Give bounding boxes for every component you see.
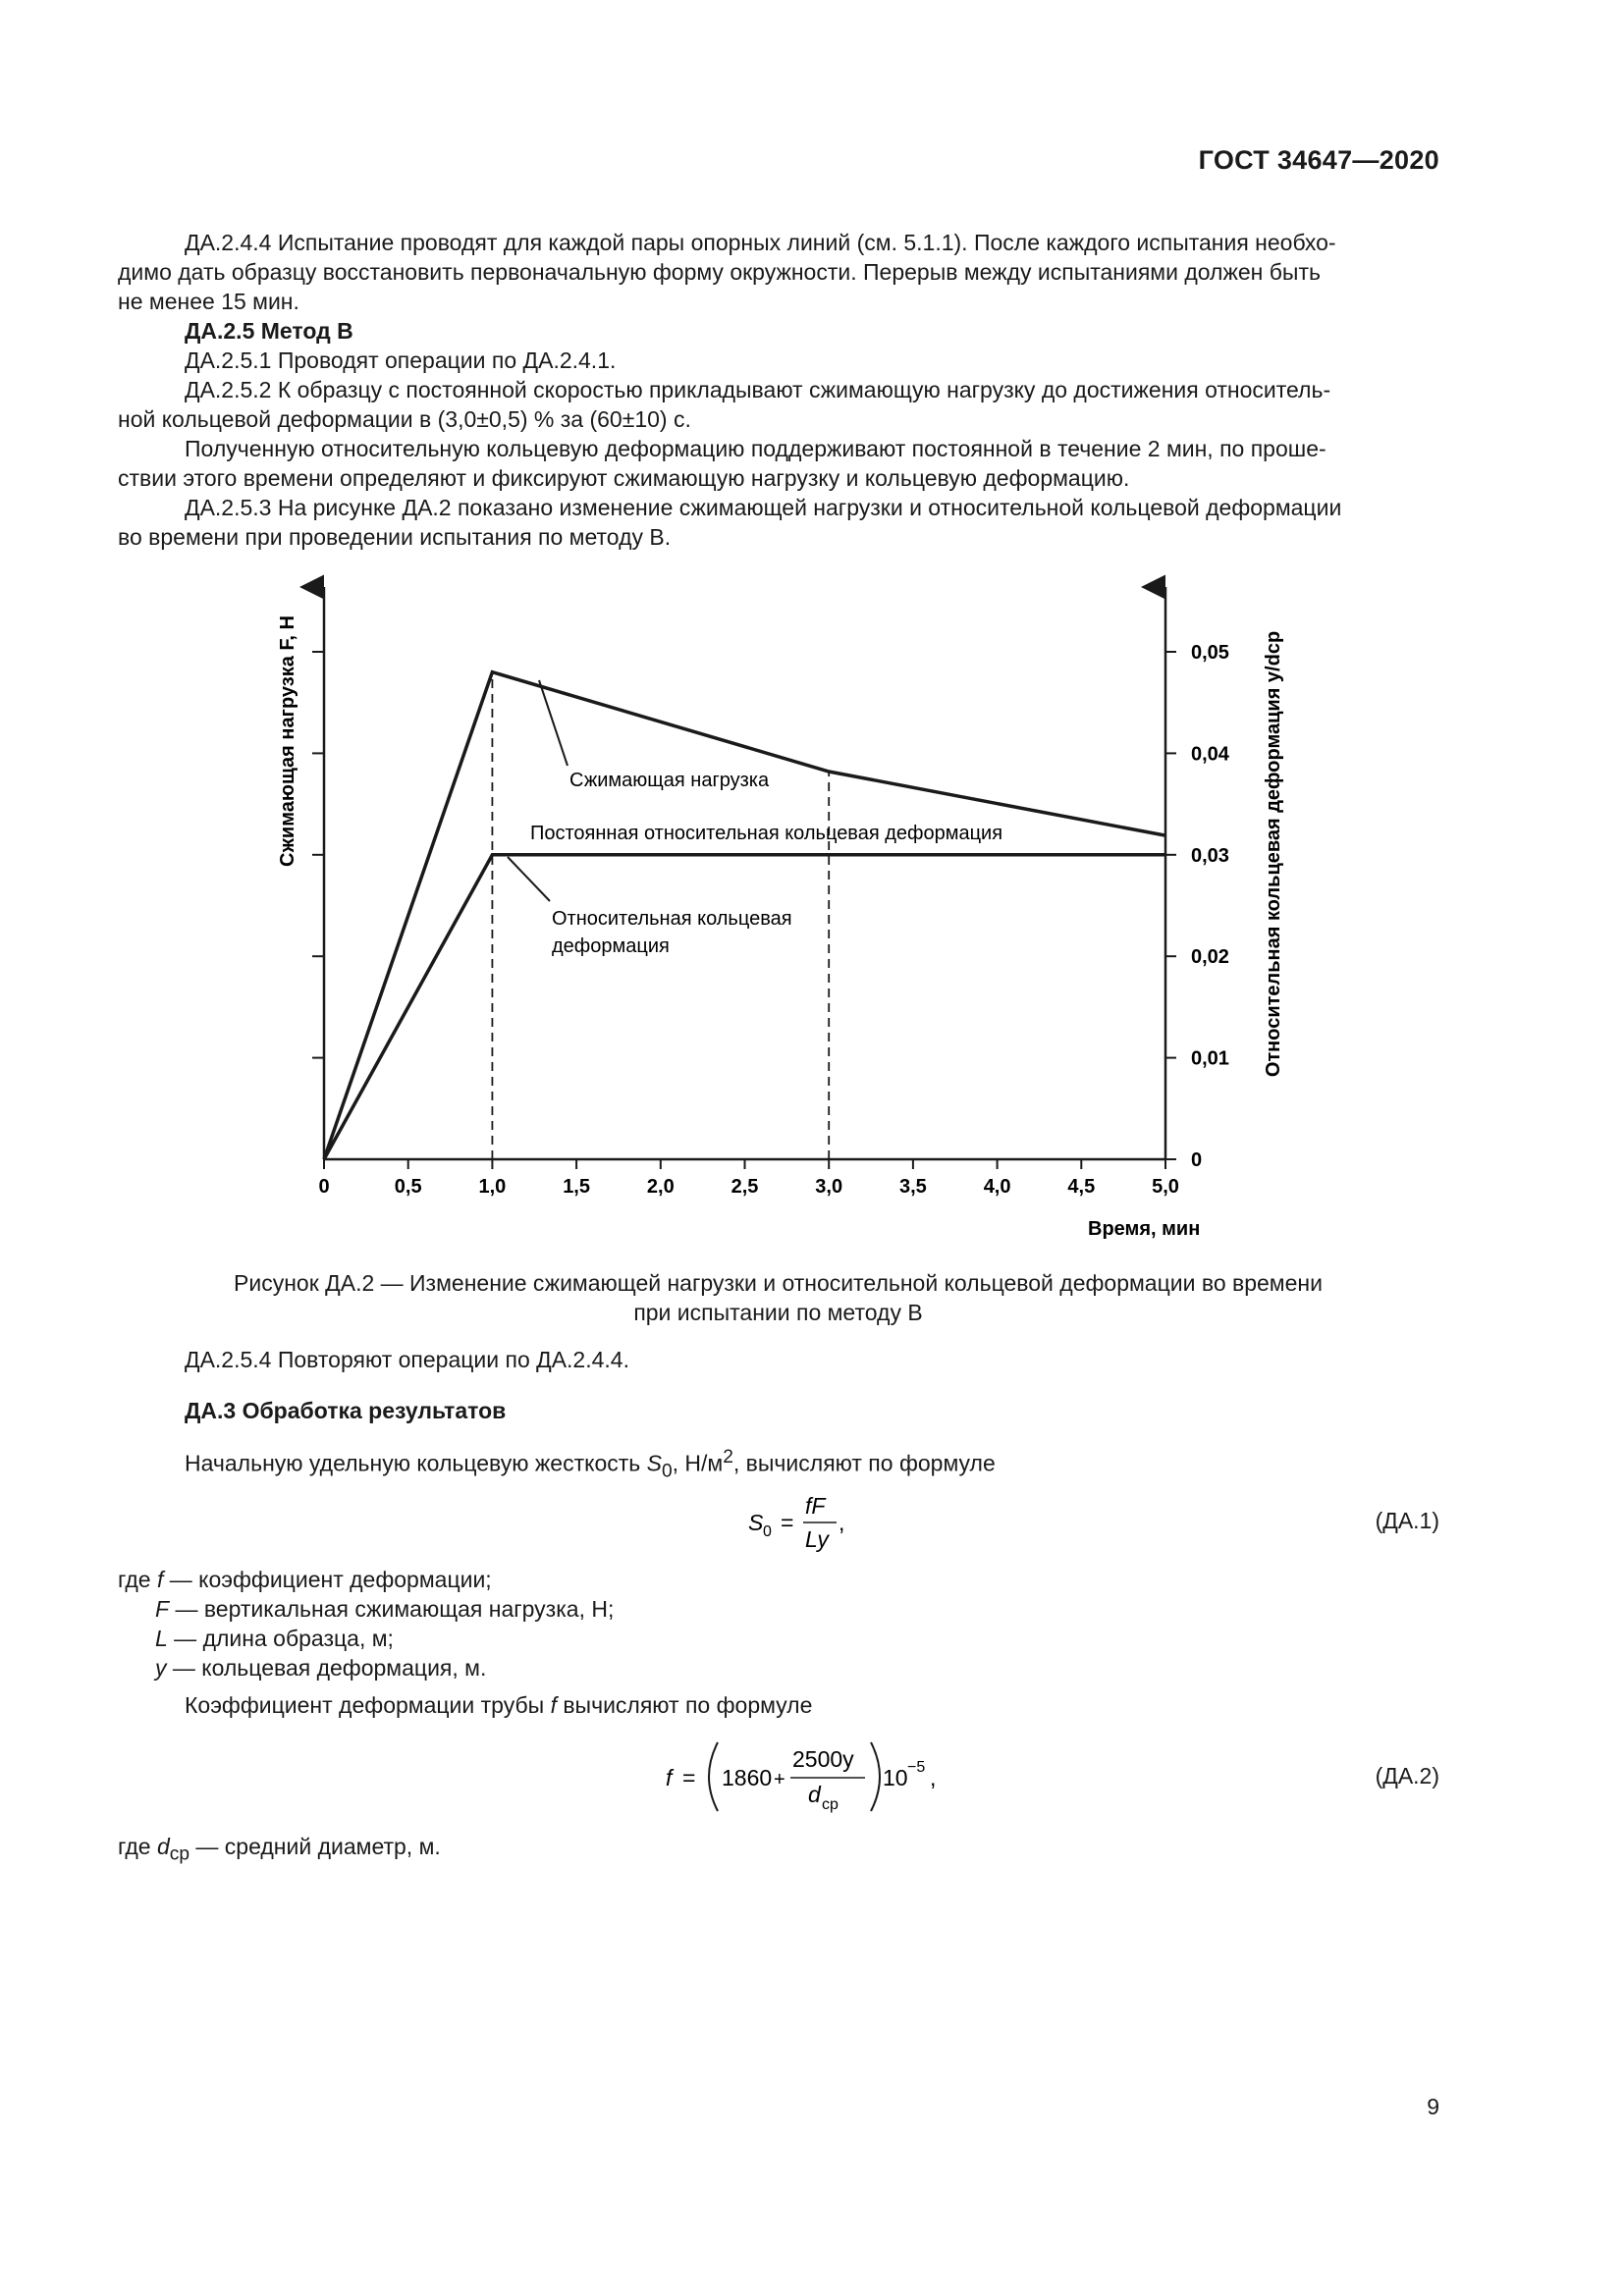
annotation-strain-line2: деформация: [552, 935, 670, 957]
formula-da1-lhs: S: [748, 1510, 764, 1535]
formula-da1-denominator: Ly: [805, 1526, 829, 1552]
annotation-strain-line1: Относительная кольцевая: [552, 908, 792, 930]
legend-da1: [118, 1565, 1438, 1682]
formula-da1-eq: =: [781, 1510, 794, 1535]
figure-da2-chart: [255, 574, 1316, 1261]
s0-symbol: S: [646, 1450, 662, 1476]
legend-F: [118, 1594, 1438, 1624]
s0-intro-text: Начальную удельную кольцевую жесткость: [185, 1450, 647, 1476]
y-right-tick-label: 0,03: [1191, 844, 1229, 867]
y-left-axis-ticks: [312, 652, 324, 1058]
formula-da2-label: (ДА.2): [1375, 1763, 1439, 1789]
y-right-tick-label: 0,05: [1191, 642, 1229, 664]
formula-da2-factor: 10: [883, 1765, 908, 1790]
legend-dcp: [118, 1832, 1438, 1870]
heading-da25: ДА.2.5 Метод В: [185, 318, 353, 344]
text-block-processing: [118, 1345, 1438, 1374]
x-axis-ticks: [318, 1159, 1178, 1198]
x-tick-label: 4,0: [983, 1176, 1011, 1198]
legend-L-text: — длина образца, м;: [167, 1626, 394, 1651]
paragraph-da252b-line1: Полученную относительную кольцевую деформацию поддерживают постоянной в течение 2 мин, по проше-: [185, 436, 1326, 461]
legend-dcp-sub: ср: [169, 1843, 189, 1865]
y-right-axis-ticks: [1165, 642, 1230, 1171]
paragraph-s0-intro: [118, 1443, 1438, 1486]
paragraph-da252-line1: ДА.2.5.2 К образцу с постоянной скоростью прикладывают сжимающую нагрузку до достижения относитель-: [185, 377, 1331, 402]
x-tick-label: 3,0: [815, 1176, 843, 1198]
formula-da2-tail: ,: [930, 1765, 937, 1790]
legend-L-symbol: L: [155, 1626, 168, 1651]
figure-caption-line1: Рисунок ДА.2 — Изменение сжимающей нагрузки и относительной кольцевой деформации во времени: [234, 1270, 1323, 1296]
y-right-axis-title: Относительная кольцевая деформация y/dср: [1263, 630, 1284, 1078]
x-tick-label: 0,5: [394, 1176, 422, 1198]
formula-da2-left-paren: [709, 1742, 718, 1811]
f-intro-tail: вычисляют по формуле: [556, 1692, 813, 1718]
legend-f-symbol: f: [156, 1567, 164, 1592]
x-tick-label: 1,0: [478, 1176, 507, 1198]
section-da3: [118, 1396, 1438, 1425]
paragraph-da253-line2: во времени при проведении испытания по методу В.: [118, 524, 672, 550]
formula-da1: [746, 1487, 884, 1562]
legend-f: [118, 1565, 1438, 1594]
x-axis-title: Время, мин: [1088, 1218, 1201, 1240]
formula-da2-den-symbol: d: [808, 1782, 821, 1807]
paragraph-da251: ДА.2.5.1 Проводят операции по ДА.2.4.1.: [185, 347, 617, 373]
legend-y-symbol: y: [155, 1655, 167, 1681]
paragraph-da244-line2: димо дать образцу восстановить первоначальную форму окружности. Перерыв между испытаниями должен быть: [118, 259, 1321, 285]
chart-axes: [324, 587, 1165, 1159]
x-tick-label: 0: [318, 1176, 330, 1198]
formula-da2-eq: =: [682, 1765, 696, 1790]
legend-L: [118, 1624, 1438, 1653]
paragraph-da244-line3: не менее 15 мин.: [118, 289, 299, 314]
formula-da1-expression: [746, 1487, 884, 1556]
paragraph-da252b-line2: ствии этого времени определяют и фиксируют сжимающую нагрузку и кольцевую деформацию.: [118, 465, 1130, 491]
formula-da2-right-paren: [871, 1742, 880, 1811]
standard-number: ГОСТ 34647—2020: [1198, 145, 1439, 175]
paragraph-da244-line1: ДА.2.4.4 Испытание проводят для каждой пары опорных линий (см. 5.1.1). После каждого испытания необхо-: [185, 230, 1336, 255]
legend-y-text: — кольцевая деформация, м.: [166, 1655, 487, 1681]
legend-f-text: — коэффициент деформации;: [163, 1567, 492, 1592]
legend-where-prefix: где: [118, 1567, 157, 1592]
paragraph-da254: ДА.2.5.4 Повторяют операции по ДА.2.4.4.: [185, 1347, 629, 1372]
s0-subscript: 0: [662, 1461, 673, 1482]
y-right-tick-label: 0: [1191, 1149, 1203, 1171]
legend-F-symbol: F: [155, 1596, 170, 1622]
x-tick-label: 5,0: [1152, 1176, 1179, 1198]
s0-intro: [118, 1443, 1438, 1486]
formula-da2-constant: 1860: [722, 1765, 773, 1790]
x-tick-label: 3,5: [898, 1176, 927, 1198]
legend-y: [118, 1653, 1438, 1682]
formula-da1-tail: ,: [839, 1510, 845, 1535]
figure-caption: [118, 1268, 1438, 1327]
legend-dcp-prefix: где: [118, 1834, 157, 1859]
legend-dcp-symbol: d: [156, 1834, 170, 1859]
x-tick-label: 4,5: [1067, 1176, 1096, 1198]
f-intro-text: Коэффициент деформации трубы: [185, 1692, 551, 1718]
annotation-constant-strain: Постоянная относительная кольцевая деформация: [530, 823, 1003, 844]
f-intro-symbol: f: [550, 1692, 557, 1718]
formula-da2-den-sub: ср: [822, 1796, 839, 1813]
y-right-tick-label: 0,02: [1191, 946, 1229, 969]
formula-da1-label: (ДА.1): [1375, 1508, 1439, 1533]
formula-da2-exponent: −5: [907, 1759, 926, 1776]
legend-F-text: — вертикальная сжимающая нагрузка, Н;: [169, 1596, 615, 1622]
s0-tail-text: , вычисляют по формуле: [732, 1450, 996, 1476]
text-block-method: [118, 228, 1438, 552]
y-left-axis-title: Сжимающая нагрузка F, Н: [277, 615, 298, 867]
formula-da2-numerator: 2500y: [792, 1746, 854, 1772]
x-tick-label: 2,5: [731, 1176, 759, 1198]
leader-strain: [508, 857, 550, 901]
s0-unit-text: , Н/м: [672, 1450, 724, 1476]
dcp-legend: [118, 1832, 1438, 1870]
formula-da2: [663, 1733, 957, 1827]
f-intro: [118, 1690, 1438, 1720]
y-right-tick-label: 0,04: [1191, 743, 1229, 766]
paragraph-f-intro: [118, 1690, 1438, 1720]
s0-unit-superscript: 2: [723, 1447, 733, 1468]
series-strain-line: [324, 855, 1165, 1159]
x-tick-label: 1,5: [563, 1176, 591, 1198]
page-number: 9: [1427, 2094, 1439, 2119]
formula-da2-plus: +: [774, 1769, 785, 1790]
annotation-load: Сжимающая нагрузка: [569, 770, 770, 791]
paragraph-da252-line2: ной кольцевой деформации в (3,0±0,5) % за (60±10) с.: [118, 406, 691, 432]
heading-da3: ДА.3 Обработка результатов: [185, 1398, 507, 1423]
paragraph-da253-line1: ДА.2.5.3 На рисунке ДА.2 показано изменение сжимающей нагрузки и относительной кольцевой деформации: [185, 495, 1342, 520]
figure-caption-line2: при испытании по методу В: [633, 1300, 923, 1325]
formula-da1-lhs-sub: 0: [763, 1523, 772, 1540]
formula-da2-lhs: f: [666, 1765, 673, 1790]
legend-dcp-text: — средний диаметр, м.: [189, 1834, 441, 1859]
y-right-tick-label: 0,01: [1191, 1047, 1229, 1070]
formula-da2-expression: [663, 1733, 957, 1821]
formula-da1-numerator: fF: [805, 1493, 826, 1519]
x-tick-label: 2,0: [646, 1176, 675, 1198]
